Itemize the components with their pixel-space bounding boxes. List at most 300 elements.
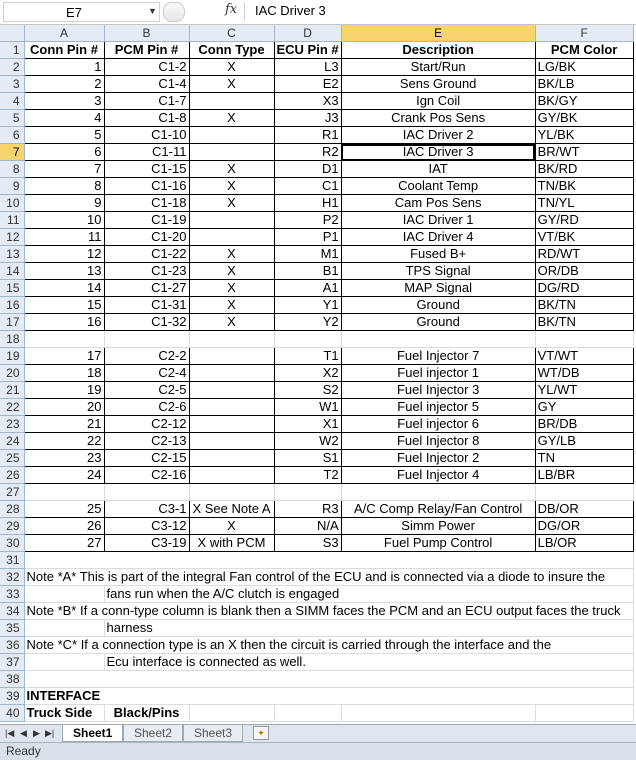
cell-b28[interactable]: C3-1 xyxy=(104,501,189,518)
cell-f6[interactable]: YL/BK xyxy=(535,127,633,144)
cell-f11[interactable]: GY/RD xyxy=(535,212,633,229)
row-header[interactable]: 23 xyxy=(0,416,24,433)
formula-bar-expand-icon[interactable] xyxy=(163,2,185,22)
row-header[interactable]: 16 xyxy=(0,297,24,314)
table-row xyxy=(0,127,633,144)
cell-d30[interactable]: S3 xyxy=(274,535,341,552)
insert-function-icon[interactable]: fx xyxy=(225,2,238,17)
row-header[interactable]: 39 xyxy=(0,688,24,705)
cell-d12[interactable]: P1 xyxy=(274,229,341,246)
cell-f7[interactable]: BR/WT xyxy=(535,144,633,161)
tab-sheet2[interactable]: Sheet2 xyxy=(123,725,183,742)
cell-a22[interactable]: 20 xyxy=(24,399,104,416)
cell-e21[interactable]: Fuel Injector 3 xyxy=(341,382,535,399)
cell-e14[interactable]: TPS Signal xyxy=(341,263,535,280)
cell-d27[interactable] xyxy=(274,484,341,501)
cell-a15[interactable]: 14 xyxy=(24,280,104,297)
cell-c13[interactable]: X xyxy=(189,246,274,263)
row-header[interactable]: 34 xyxy=(0,603,24,620)
cell-d40[interactable] xyxy=(274,705,341,722)
row-header[interactable]: 14 xyxy=(0,263,24,280)
cell-b18[interactable] xyxy=(104,331,189,348)
row-header[interactable]: 3 xyxy=(0,76,24,93)
cell-e9[interactable]: Coolant Temp xyxy=(341,178,535,195)
column-header-f[interactable]: F xyxy=(535,25,633,42)
name-box-value: E7 xyxy=(66,5,82,20)
cell-e28[interactable]: A/C Comp Relay/Fan Control xyxy=(341,501,535,518)
cell-d17[interactable]: Y2 xyxy=(274,314,341,331)
cell-f10[interactable]: TN/YL xyxy=(535,195,633,212)
cell-d19[interactable]: T1 xyxy=(274,348,341,365)
table-row xyxy=(0,586,633,603)
cell-d15[interactable]: A1 xyxy=(274,280,341,297)
cell-b5[interactable]: C1-8 xyxy=(104,110,189,127)
cell-d20[interactable]: X2 xyxy=(274,365,341,382)
cell-f21[interactable]: YL/WT xyxy=(535,382,633,399)
cell-c30[interactable]: X with PCM xyxy=(189,535,274,552)
cell-a24[interactable]: 22 xyxy=(24,433,104,450)
cell-a35[interactable] xyxy=(24,620,104,637)
cell-e19[interactable]: Fuel Injector 7 xyxy=(341,348,535,365)
row-header[interactable]: 24 xyxy=(0,433,24,450)
row-header[interactable]: 25 xyxy=(0,450,24,467)
cell-a17[interactable]: 16 xyxy=(24,314,104,331)
row-header[interactable]: 31 xyxy=(0,552,24,569)
sheet-table xyxy=(0,25,634,722)
cell-e20[interactable]: Fuel injector 1 xyxy=(341,365,535,382)
cell-b20[interactable]: C2-4 xyxy=(104,365,189,382)
row-header[interactable]: 15 xyxy=(0,280,24,297)
cell-a25[interactable]: 23 xyxy=(24,450,104,467)
row-header[interactable]: 33 xyxy=(0,586,24,603)
table-row xyxy=(0,416,633,433)
cell-b11[interactable]: C1-19 xyxy=(104,212,189,229)
cell-a23[interactable]: 21 xyxy=(24,416,104,433)
cell-a20[interactable]: 18 xyxy=(24,365,104,382)
cell-c23[interactable] xyxy=(189,416,274,433)
status-bar xyxy=(0,742,636,760)
cell-a31[interactable] xyxy=(24,552,633,569)
cell-c22[interactable] xyxy=(189,399,274,416)
cell-b35[interactable]: harness xyxy=(104,620,633,637)
row-header[interactable]: 40 xyxy=(0,705,24,722)
cell-b29[interactable]: C3-12 xyxy=(104,518,189,535)
cell-e2[interactable]: Start/Run xyxy=(341,59,535,76)
cell-e4[interactable]: Ign Coil xyxy=(341,93,535,110)
cell-b2[interactable]: C1-2 xyxy=(104,59,189,76)
cell-e10[interactable]: Cam Pos Sens xyxy=(341,195,535,212)
cell-d11[interactable]: P2 xyxy=(274,212,341,229)
row-header[interactable]: 28 xyxy=(0,501,24,518)
cell-b22[interactable]: C2-6 xyxy=(104,399,189,416)
cell-b12[interactable]: C1-20 xyxy=(104,229,189,246)
table-row xyxy=(0,569,633,586)
cell-b6[interactable]: C1-10 xyxy=(104,127,189,144)
table-row xyxy=(0,620,633,637)
cell-e24[interactable]: Fuel Injector 8 xyxy=(341,433,535,450)
cell-e15[interactable]: MAP Signal xyxy=(341,280,535,297)
cell-e18[interactable] xyxy=(341,331,535,348)
cell-f26[interactable]: LB/BR xyxy=(535,467,633,484)
row-header[interactable]: 18 xyxy=(0,331,24,348)
row-header[interactable]: 37 xyxy=(0,654,24,671)
cell-f9[interactable]: TN/BK xyxy=(535,178,633,195)
cell-c40[interactable] xyxy=(189,705,274,722)
cell-b37[interactable]: Ecu interface is connected as well. xyxy=(104,654,633,671)
next-sheet-icon[interactable]: ▶ xyxy=(33,728,40,738)
table-row xyxy=(0,280,633,297)
row-header[interactable]: 30 xyxy=(0,535,24,552)
cell-d25[interactable]: S1 xyxy=(274,450,341,467)
cell-c20[interactable] xyxy=(189,365,274,382)
cell-a13[interactable]: 12 xyxy=(24,246,104,263)
cell-d10[interactable]: H1 xyxy=(274,195,341,212)
cell-a7[interactable]: 6 xyxy=(24,144,104,161)
cell-f30[interactable]: LB/OR xyxy=(535,535,633,552)
cell-e12[interactable]: IAC Driver 4 xyxy=(341,229,535,246)
cell-e16[interactable]: Ground xyxy=(341,297,535,314)
table-row xyxy=(0,144,633,161)
spreadsheet-grid[interactable] xyxy=(0,25,636,724)
cell-e26[interactable]: Fuel Injector 4 xyxy=(341,467,535,484)
select-all-corner[interactable] xyxy=(0,25,24,42)
cell-c2[interactable]: X xyxy=(189,59,274,76)
cell-f17[interactable]: BK/TN xyxy=(535,314,633,331)
cell-b26[interactable]: C2-16 xyxy=(104,467,189,484)
table-row xyxy=(0,314,633,331)
row-header[interactable]: 19 xyxy=(0,348,24,365)
column-header-a[interactable]: A xyxy=(24,25,104,42)
cell-a29[interactable]: 26 xyxy=(24,518,104,535)
cell-e17[interactable]: Ground xyxy=(341,314,535,331)
table-row xyxy=(0,399,633,416)
cell-a14[interactable]: 13 xyxy=(24,263,104,280)
last-sheet-icon[interactable]: ▶| xyxy=(45,728,55,738)
cell-c1[interactable]: Conn Type xyxy=(189,42,274,59)
table-row xyxy=(0,467,633,484)
cell-a38[interactable] xyxy=(24,671,633,688)
cell-d7[interactable]: R2 xyxy=(274,144,341,161)
cell-a40[interactable]: Truck Side xyxy=(24,705,104,722)
cell-a9[interactable]: 8 xyxy=(24,178,104,195)
table-row xyxy=(0,637,633,654)
cell-d8[interactable]: D1 xyxy=(274,161,341,178)
cell-f8[interactable]: BK/RD xyxy=(535,161,633,178)
cell-e23[interactable]: Fuel injector 6 xyxy=(341,416,535,433)
table-row xyxy=(0,552,633,569)
cell-f29[interactable]: DG/OR xyxy=(535,518,633,535)
cell-e11[interactable]: IAC Driver 1 xyxy=(341,212,535,229)
table-row xyxy=(0,501,633,518)
cell-b8[interactable]: C1-15 xyxy=(104,161,189,178)
row-header[interactable]: 35 xyxy=(0,620,24,637)
cell-e13[interactable]: Fused B+ xyxy=(341,246,535,263)
cell-b1[interactable]: PCM Pin # xyxy=(104,42,189,59)
cell-f22[interactable]: GY xyxy=(535,399,633,416)
cell-a39[interactable]: INTERFACE xyxy=(24,688,633,705)
row-header[interactable]: 38 xyxy=(0,671,24,688)
tab-sheet1[interactable]: Sheet1 xyxy=(62,725,123,742)
row-header[interactable]: 26 xyxy=(0,467,24,484)
table-row xyxy=(0,331,633,348)
table-row xyxy=(0,603,633,620)
cell-d9[interactable]: C1 xyxy=(274,178,341,195)
cell-c28[interactable]: X See Note A xyxy=(189,501,274,518)
table-row xyxy=(0,76,633,93)
cell-c7[interactable] xyxy=(189,144,274,161)
cell-f27[interactable] xyxy=(535,484,633,501)
insert-sheet-icon[interactable]: ✦ xyxy=(253,726,269,740)
cell-e29[interactable]: Simm Power xyxy=(341,518,535,535)
cell-b17[interactable]: C1-32 xyxy=(104,314,189,331)
table-row xyxy=(0,229,633,246)
cell-a32[interactable]: Note *A* This is part of the integral Fan control of the ECU and is connected via a diode to insure the xyxy=(24,569,633,586)
prev-sheet-icon[interactable]: ◀ xyxy=(20,728,27,738)
cell-f4[interactable]: BK/GY xyxy=(535,93,633,110)
table-row xyxy=(0,705,633,722)
cell-d5[interactable]: J3 xyxy=(274,110,341,127)
table-row xyxy=(0,297,633,314)
cell-c6[interactable] xyxy=(189,127,274,144)
cell-d18[interactable] xyxy=(274,331,341,348)
cell-b15[interactable]: C1-27 xyxy=(104,280,189,297)
cell-e7[interactable]: IAC Driver 3 xyxy=(341,144,535,161)
cell-a36[interactable]: Note *C* If a connection type is an X then the circuit is carried through the interface and the xyxy=(24,637,633,654)
column-header-b[interactable]: B xyxy=(104,25,189,42)
cell-a21[interactable]: 19 xyxy=(24,382,104,399)
cell-f5[interactable]: GY/BK xyxy=(535,110,633,127)
cell-d14[interactable]: B1 xyxy=(274,263,341,280)
row-header[interactable]: 7 xyxy=(0,144,24,161)
cell-b24[interactable]: C2-13 xyxy=(104,433,189,450)
row-header[interactable]: 11 xyxy=(0,212,24,229)
cell-f2[interactable]: LG/BK xyxy=(535,59,633,76)
cell-e30[interactable]: Fuel Pump Control xyxy=(341,535,535,552)
cell-b13[interactable]: C1-22 xyxy=(104,246,189,263)
cell-c16[interactable]: X xyxy=(189,297,274,314)
cell-c26[interactable] xyxy=(189,467,274,484)
cell-b9[interactable]: C1-16 xyxy=(104,178,189,195)
table-row xyxy=(0,382,633,399)
table-row xyxy=(0,348,633,365)
cell-f15[interactable]: DG/RD xyxy=(535,280,633,297)
cell-e3[interactable]: Sens Ground xyxy=(341,76,535,93)
cell-d28[interactable]: R3 xyxy=(274,501,341,518)
cell-c11[interactable] xyxy=(189,212,274,229)
table-row xyxy=(0,365,633,382)
table-row xyxy=(0,110,633,127)
cell-b19[interactable]: C2-2 xyxy=(104,348,189,365)
cell-d29[interactable]: N/A xyxy=(274,518,341,535)
cell-b16[interactable]: C1-31 xyxy=(104,297,189,314)
row-header[interactable]: 12 xyxy=(0,229,24,246)
name-box-dropdown-icon[interactable]: ▼ xyxy=(148,6,157,16)
sheet-tab-bar xyxy=(0,724,636,743)
row-header[interactable]: 17 xyxy=(0,314,24,331)
cell-b27[interactable] xyxy=(104,484,189,501)
cell-d6[interactable]: R1 xyxy=(274,127,341,144)
cell-d24[interactable]: W2 xyxy=(274,433,341,450)
cell-a16[interactable]: 15 xyxy=(24,297,104,314)
cell-f12[interactable]: VT/BK xyxy=(535,229,633,246)
cell-a12[interactable]: 11 xyxy=(24,229,104,246)
row-header[interactable]: 9 xyxy=(0,178,24,195)
cell-d23[interactable]: X1 xyxy=(274,416,341,433)
cell-f23[interactable]: BR/DB xyxy=(535,416,633,433)
row-header[interactable]: 29 xyxy=(0,518,24,535)
formula-bar-divider xyxy=(244,2,245,21)
table-row xyxy=(0,212,633,229)
table-row xyxy=(0,178,633,195)
cell-b25[interactable]: C2-15 xyxy=(104,450,189,467)
row-header[interactable]: 32 xyxy=(0,569,24,586)
cell-d26[interactable]: T2 xyxy=(274,467,341,484)
cell-a19[interactable]: 17 xyxy=(24,348,104,365)
status-text: Ready xyxy=(6,744,41,758)
cell-b3[interactable]: C1-4 xyxy=(104,76,189,93)
cell-c19[interactable] xyxy=(189,348,274,365)
cell-a4[interactable]: 3 xyxy=(24,93,104,110)
cell-d4[interactable]: X3 xyxy=(274,93,341,110)
cell-a37[interactable] xyxy=(24,654,104,671)
tab-sheet3[interactable]: Sheet3 xyxy=(183,725,243,742)
cell-d16[interactable]: Y1 xyxy=(274,297,341,314)
cell-c24[interactable] xyxy=(189,433,274,450)
cell-b10[interactable]: C1-18 xyxy=(104,195,189,212)
cell-d1[interactable]: ECU Pin # xyxy=(274,42,341,59)
cell-a3[interactable]: 2 xyxy=(24,76,104,93)
cell-f19[interactable]: VT/WT xyxy=(535,348,633,365)
cell-f28[interactable]: DB/OR xyxy=(535,501,633,518)
row-header[interactable]: 27 xyxy=(0,484,24,501)
cell-c8[interactable]: X xyxy=(189,161,274,178)
cell-a33[interactable] xyxy=(24,586,104,603)
table-row xyxy=(0,59,633,76)
cell-a10[interactable]: 9 xyxy=(24,195,104,212)
cell-b7[interactable]: C1-11 xyxy=(104,144,189,161)
row-header[interactable]: 2 xyxy=(0,59,24,76)
cell-a6[interactable]: 5 xyxy=(24,127,104,144)
table-row xyxy=(0,535,633,552)
cell-c5[interactable]: X xyxy=(189,110,274,127)
cell-e25[interactable]: Fuel Injector 2 xyxy=(341,450,535,467)
cell-e40[interactable] xyxy=(341,705,535,722)
cell-a1[interactable]: Conn Pin # xyxy=(24,42,104,59)
name-box[interactable] xyxy=(3,2,160,22)
cell-a11[interactable]: 10 xyxy=(24,212,104,229)
cell-c25[interactable] xyxy=(189,450,274,467)
cell-c18[interactable] xyxy=(189,331,274,348)
cell-f40[interactable] xyxy=(535,705,633,722)
cell-b23[interactable]: C2-12 xyxy=(104,416,189,433)
row-header[interactable]: 13 xyxy=(0,246,24,263)
cell-f1[interactable]: PCM Color xyxy=(535,42,633,59)
cell-d22[interactable]: W1 xyxy=(274,399,341,416)
cell-e1[interactable]: Description xyxy=(341,42,535,59)
table-row xyxy=(0,263,633,280)
cell-c27[interactable] xyxy=(189,484,274,501)
row-header[interactable]: 1 xyxy=(0,42,24,59)
cell-f18[interactable] xyxy=(535,331,633,348)
table-row xyxy=(0,688,633,705)
cell-f20[interactable]: WT/DB xyxy=(535,365,633,382)
row-header[interactable]: 4 xyxy=(0,93,24,110)
cell-c17[interactable]: X xyxy=(189,314,274,331)
row-header[interactable]: 6 xyxy=(0,127,24,144)
cell-b14[interactable]: C1-23 xyxy=(104,263,189,280)
cell-c9[interactable]: X xyxy=(189,178,274,195)
cell-f13[interactable]: RD/WT xyxy=(535,246,633,263)
cell-b33[interactable]: fans run when the A/C clutch is engaged xyxy=(104,586,633,603)
cell-c3[interactable]: X xyxy=(189,76,274,93)
cell-e27[interactable] xyxy=(341,484,535,501)
row-header[interactable]: 22 xyxy=(0,399,24,416)
table-row xyxy=(0,93,633,110)
cell-c21[interactable] xyxy=(189,382,274,399)
cell-d13[interactable]: M1 xyxy=(274,246,341,263)
cell-a18[interactable] xyxy=(24,331,104,348)
column-header-d[interactable]: D xyxy=(274,25,341,42)
cell-a27[interactable] xyxy=(24,484,104,501)
cell-a2[interactable]: 1 xyxy=(24,59,104,76)
column-header-c[interactable]: C xyxy=(189,25,274,42)
row-header[interactable]: 5 xyxy=(0,110,24,127)
table-row xyxy=(0,246,633,263)
first-sheet-icon[interactable]: |◀ xyxy=(5,728,15,738)
cell-e6[interactable]: IAC Driver 2 xyxy=(341,127,535,144)
cell-c14[interactable]: X xyxy=(189,263,274,280)
cell-f14[interactable]: OR/DB xyxy=(535,263,633,280)
table-row xyxy=(0,654,633,671)
formula-input[interactable]: IAC Driver 3 xyxy=(255,3,326,18)
cell-a34[interactable]: Note *B* If a conn-type column is blank then a SIMM faces the PCM and an ECU output faces the truck xyxy=(24,603,633,620)
cell-f24[interactable]: GY/LB xyxy=(535,433,633,450)
cell-c15[interactable]: X xyxy=(189,280,274,297)
cell-d21[interactable]: S2 xyxy=(274,382,341,399)
cell-d3[interactable]: E2 xyxy=(274,76,341,93)
table-row xyxy=(0,450,633,467)
cell-e22[interactable]: Fuel injector 5 xyxy=(341,399,535,416)
row-header[interactable]: 8 xyxy=(0,161,24,178)
cell-a30[interactable]: 27 xyxy=(24,535,104,552)
cell-b4[interactable]: C1-7 xyxy=(104,93,189,110)
cell-f16[interactable]: BK/TN xyxy=(535,297,633,314)
cell-e8[interactable]: IAT xyxy=(341,161,535,178)
cell-c4[interactable] xyxy=(189,93,274,110)
cell-c10[interactable]: X xyxy=(189,195,274,212)
cell-d2[interactable]: L3 xyxy=(274,59,341,76)
table-row xyxy=(0,42,633,59)
table-row xyxy=(0,518,633,535)
cell-b40[interactable]: Black/Pins xyxy=(104,705,189,722)
cell-c12[interactable] xyxy=(189,229,274,246)
cell-a5[interactable]: 4 xyxy=(24,110,104,127)
row-header[interactable]: 36 xyxy=(0,637,24,654)
cell-a8[interactable]: 7 xyxy=(24,161,104,178)
cell-f3[interactable]: BK/LB xyxy=(535,76,633,93)
row-header[interactable]: 21 xyxy=(0,382,24,399)
cell-b30[interactable]: C3-19 xyxy=(104,535,189,552)
cell-c29[interactable]: X xyxy=(189,518,274,535)
column-header-e[interactable]: E xyxy=(341,25,535,42)
row-header[interactable]: 10 xyxy=(0,195,24,212)
row-header[interactable]: 20 xyxy=(0,365,24,382)
cell-a26[interactable]: 24 xyxy=(24,467,104,484)
cell-a28[interactable]: 25 xyxy=(24,501,104,518)
cell-f25[interactable]: TN xyxy=(535,450,633,467)
cell-e5[interactable]: Crank Pos Sens xyxy=(341,110,535,127)
cell-b21[interactable]: C2-5 xyxy=(104,382,189,399)
